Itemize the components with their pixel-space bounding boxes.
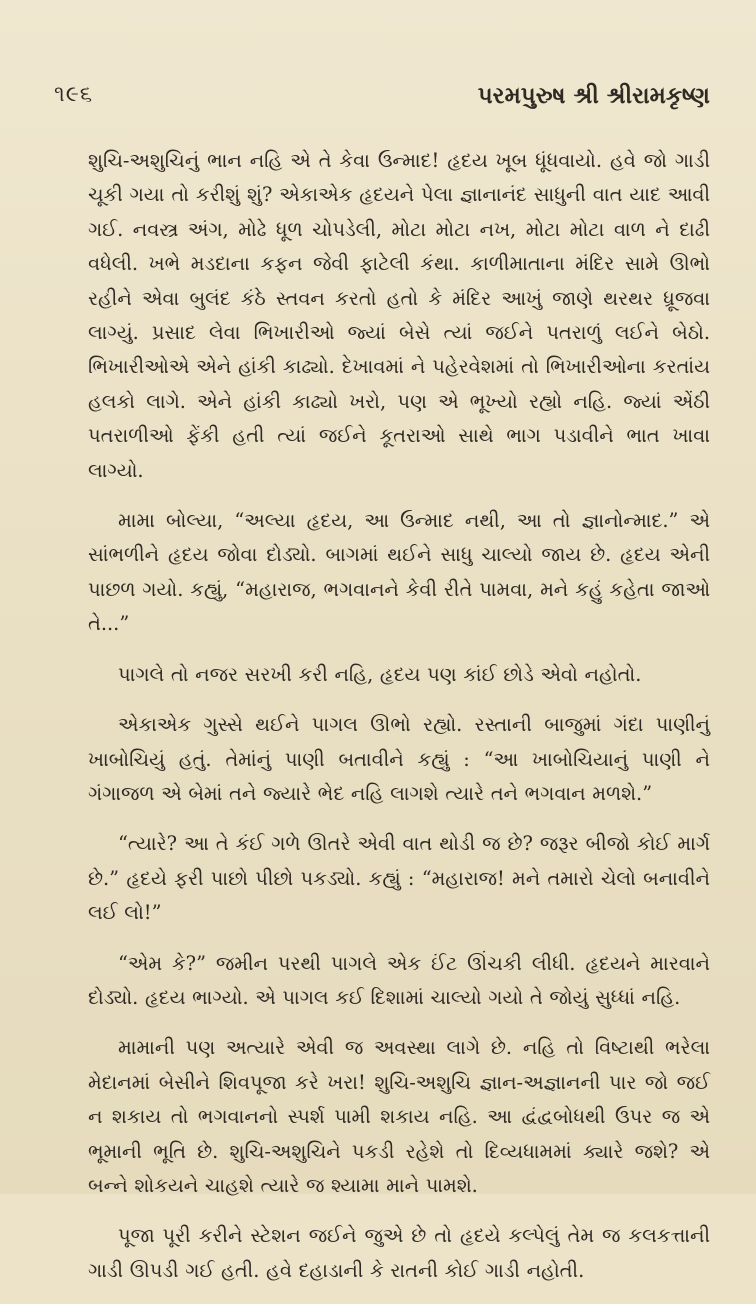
page-number: ૧૯૬ <box>54 82 94 107</box>
running-head: પરમપુરુષ શ્રી શ્રીરામકૃષ્ણ <box>477 82 710 109</box>
paragraph-6: “એમ કે?” જમીન પરથી પાગલે એક ઈંટ ઊંચકી લીધી. હૃદયને મારવાને દોડ્યો. હૃદય ભાગ્યો. એ પાગલ કઈ દિશામાં ચાલ્યો ગયો તે જોયું સુધ્ધાં નહિ. <box>88 951 710 1009</box>
paragraph-4: એકાએક ગુસ્સે થઈને પાગલ ઊભો રહ્યો. રસ્તાની બાજુમાં ગંદા પાણીનું ખાબોચિયું હતું. તેમાંનું પાણી બતાવીને કહ્યું : “આ ખાબોચિયાનું પાણી ને ગંગાજળ એ બેમાં તને જ્યારે ભેદ નહિ લાગશે ત્યારે તને ભગવાન મળશે.” <box>88 713 710 805</box>
paragraph-8: પૂજા પૂરી કરીને સ્ટેશન જઈને જુએ છે તો હૃદયે કલ્પેલું તેમ જ કલકત્તાની ગાડી ઊપડી ગઈ હતી. હવે દહાડાની કે રાતની કોઈ ગાડી નહોતી. <box>88 1224 710 1282</box>
paragraph-2: મામા બોલ્યા, “અલ્યા હૃદય, આ ઉન્માદ નથી, આ તો જ્ઞાનોન્માદ.” એ સાંભળીને હૃદય જોવા દોડ્યો. બાગમાં થઈને સાધુ ચાલ્યો જાય છે. હૃદય એની પાછળ ગયો. કહ્યું, “મહારાજ, ભગવાનને કેવી રીતે પામવા, મને કહું કહેતા જાઓ તે...” <box>88 509 710 636</box>
paragraph-1: શુચિ-અશુચિનું ભાન નહિ એ તે કેવા ઉન્માદ! હૃદય ખૂબ ધૂંધવાયો. હવે જો ગાડી ચૂકી ગયા તો કરીશું શું? એકાએક હૃદયને પેલા જ્ઞાનાનંદ સાધુની વાત યાદ આવી ગઈ. નવસ્ત્ર અંગ, મોઢે ધૂળ ચોપડેલી, મોટા મોટા નખ, મોટા મોટા વાળ ને દાઢી વધેલી. ખભે મડદાના કફન જેવી ફાટેલી કંથા. કાળીમાતાના મંદિર સામે ઊભો રહીને એવા બુલંદ કંઠે સ્તવન કરતો હતો કે મંદિર આખું જાણે થરથર ધ્રૂજવા લાગ્યું. પ્રસાદ લેવા ભિખારીઓ જ્યાં બેસે ત્યાં જઈને પતરાળું લઈને બેઠો. ભિખારીઓએ એને હાંકી કાઢ્યો. દેખાવમાં ને પહેરવેશમાં તો ભિખારીઓના કરતાંય હલકો લાગે. એને હાંકી કાઢ્યો ખરો, પણ એ ભૂખ્યો રહ્યો નહિ. જ્યાં એંઠી પતરાળીઓ ફેંકી હતી ત્યાં જઈને કૂતરાઓ સાથે ભાગ પડાવીને ભાત ખાવા લાગ્યો. <box>88 149 710 482</box>
page-body <box>88 144 710 1304</box>
paragraph-3: પાગલે તો નજર સરખી કરી નહિ, હૃદય પણ કાંઈ છોડે એવો નહોતો. <box>118 662 642 686</box>
paragraph-7: મામાની પણ અત્યારે એવી જ અવસ્થા લાગે છે. નહિ તો વિષ્ટાથી ભરેલા મેદાનમાં બેસીને શિવપૂજા કરે ખરા! શુચિ-અશુચિ જ્ઞાન-અજ્ઞાનની પાર જો જઈ ન શકાય તો ભગવાનનો સ્પર્શ પામી શકાય નહિ. આ દ્વંદ્વબોધથી ઉપર જ એ ભૂમાની ભૂતિ છે. શુચિ-અશુચિને પકડી રહેશે તો દિવ્યધામમાં ક્યારે જશે? એ બન્ને શોકયને ચાહશે ત્યારે જ શ્યામા માને પામશે. <box>88 1036 710 1197</box>
paragraph-5: “ત્યારે? આ તે કંઈ ગળે ઊતરે એવી વાત થોડી જ છે? જરૂર બીજો કોઈ માર્ગ છે.” હૃદયે ફરી પાછો પીછો પકડ્યો. કહ્યું : “મહારાજ! મને તમારો ચેલો બનાવીને લઈ લો!” <box>88 832 710 925</box>
page-header <box>54 82 710 116</box>
